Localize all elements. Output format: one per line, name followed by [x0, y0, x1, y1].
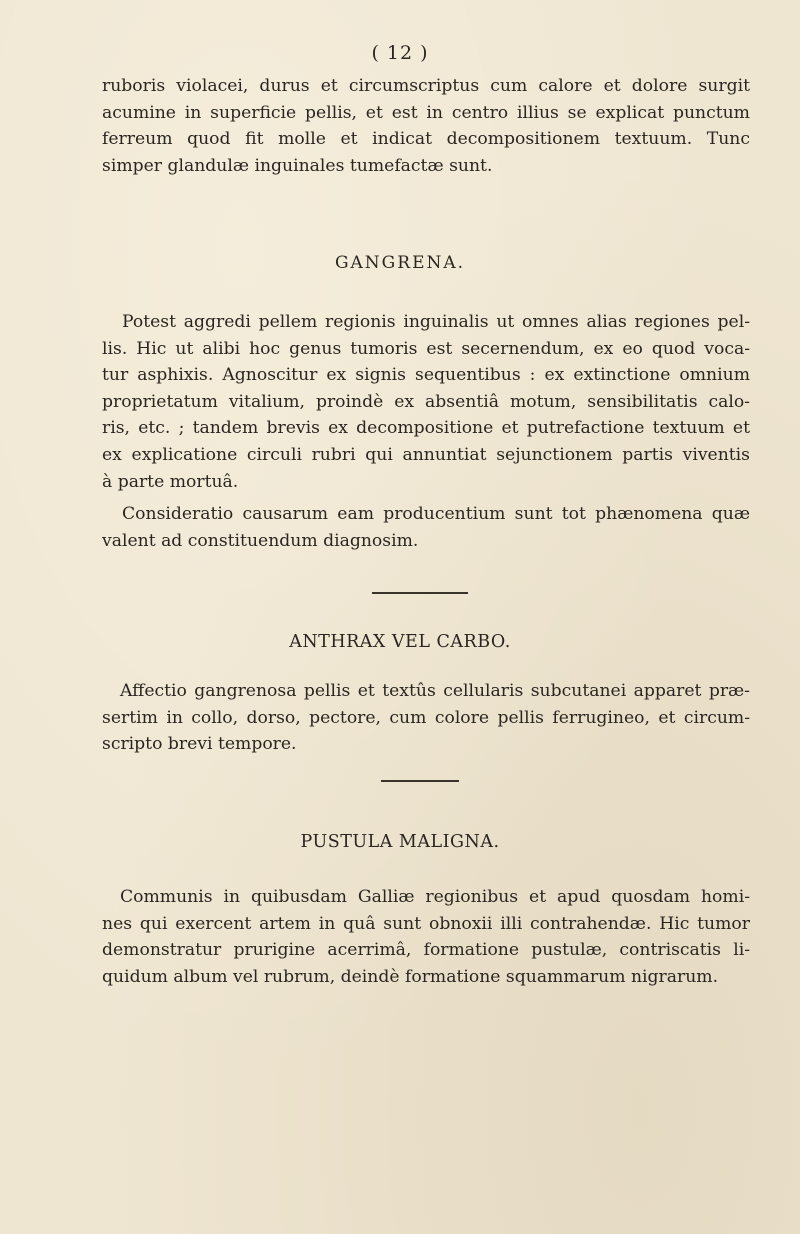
- paragraph-pustula: [102, 884, 750, 990]
- text-line: demonstratur prurigine acerrimâ, formatione pustulæ, contriscatis li-: [102, 940, 750, 961]
- text-line: sertim in collo, dorso, pectore, cum colore pellis ferrugineo, et circum-: [102, 707, 750, 728]
- section-heading-gangrena: GANGRENA.: [334, 253, 466, 273]
- text-line: proprietatum vitalium, proindè ex absentiâ motum, sensibilitatis calo-: [102, 391, 750, 412]
- text-line: ruboris violacei, durus et circumscriptus cum calore et dolore surgit: [102, 76, 750, 96]
- paragraph-gangrena-2: [102, 501, 750, 554]
- paragraph-gangrena-1: [102, 309, 750, 495]
- text-line: ris, etc. ; tandem brevis ex decompositione et putrefactione textuum et: [102, 418, 750, 439]
- section-heading-pustula: PUSTULA MALIGNA.: [300, 832, 500, 852]
- text-line: tur asphixis. Agnoscitur ex signis sequentibus : ex extinctione omnium: [102, 365, 750, 386]
- text-line: Affectio gangrenosa pellis et textûs cellularis subcutanei apparet præ-: [120, 681, 750, 701]
- text-line: à parte mortuâ.: [102, 471, 239, 492]
- text-line: Potest aggredi pellem regionis inguinalis ut omnes alias regiones pel-: [122, 312, 750, 332]
- text-line: valent ad constituendum diagnosim.: [102, 530, 419, 551]
- section-divider: [372, 592, 468, 594]
- text-line: simper glandulæ inguinales tumefactæ sunt.: [102, 155, 493, 176]
- text-line: Consideratio causarum eam producentium sunt tot phænomena quæ: [122, 504, 750, 524]
- page-number: ( 12 ): [371, 42, 429, 64]
- section-heading-anthrax: ANTHRAX VEL CARBO.: [289, 632, 511, 652]
- text-line: scripto brevi tempore.: [102, 734, 297, 755]
- text-line: lis. Hic ut alibi hoc genus tumoris est secernendum, ex eo quod voca-: [102, 338, 750, 359]
- text-line: ex explicatione circuli rubri qui annuntiat sejunctionem partis viventis: [102, 444, 750, 465]
- paragraph-anthrax: [102, 678, 750, 758]
- intro-paragraph: [102, 73, 750, 179]
- text-line: nes qui exercent artem in quâ sunt obnoxii illi contrahendæ. Hic tumor: [102, 913, 750, 934]
- text-line: Communis in quibusdam Galliæ regionibus et apud quosdam homi-: [120, 887, 750, 907]
- text-line: quidum album vel rubrum, deindè formatione squammarum nigrarum.: [102, 966, 719, 987]
- text-line: acumine in superficie pellis, et est in centro illius se explicat punctum: [102, 102, 750, 123]
- text-line: ferreum quod fit molle et indicat decompositionem textuum. Tunc: [102, 129, 750, 150]
- section-divider: [381, 780, 459, 782]
